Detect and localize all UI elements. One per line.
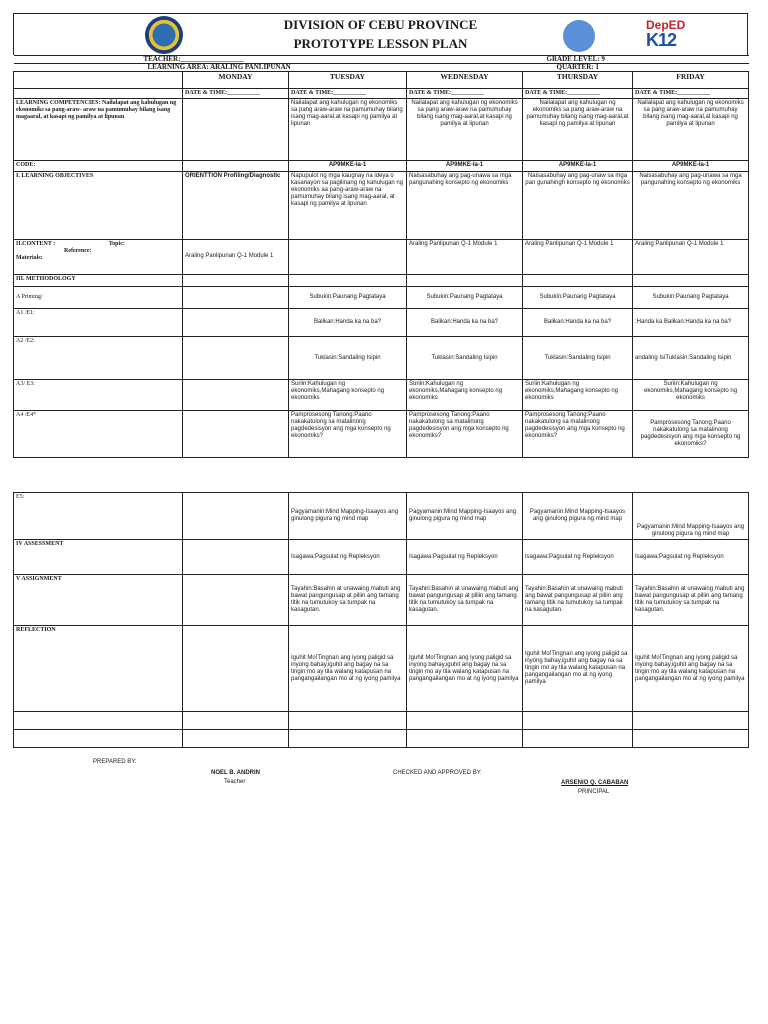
prepared-by-label: PREPARED BY: bbox=[93, 759, 137, 765]
day-header-blank bbox=[14, 72, 183, 89]
day-header-friday: FRIDAY bbox=[633, 72, 749, 89]
principal-role: PRINCIPAL bbox=[578, 789, 610, 795]
principal-name: ARSENIO Q. CABABAN bbox=[561, 780, 629, 786]
teacher-field: TEACHER:__________________ bbox=[14, 56, 407, 64]
a3-cell: Suriin:Kahulugan ng ekonomiks,Mahagang konsepto ng ekonomiks bbox=[633, 380, 749, 411]
a2-label: A2 /E2: bbox=[14, 337, 183, 380]
header bbox=[13, 13, 748, 55]
assignment-label: V ASSIGNMENT bbox=[14, 575, 183, 626]
blank-row bbox=[14, 730, 183, 748]
content-label-text: II.CONTENT : bbox=[16, 241, 56, 247]
content-cell: Araling Panlipunan Q-1 Module 1 bbox=[183, 240, 289, 275]
document-title: PROTOTYPE LESSON PLAN bbox=[293, 36, 468, 51]
assessment-cell bbox=[183, 540, 289, 575]
reflection-cell: Iguhit Mo!Tingnan ang iyong paligid sa inyong bahay,iguhit ang bagay na sa tingin mo ay tila walang katapusan na pangangailangan mo at ng iyong pamilya bbox=[633, 626, 749, 712]
priming-cell: Subukin:Paunang Pagtataya bbox=[633, 287, 749, 309]
assignment-cell: Tayahin:Basahin at unawaing mabuti ang bawat pangungusap at piliin ang tamang titik na tumutukoy sa tumpak na kasagutan. bbox=[289, 575, 407, 626]
grade-level: GRADE LEVEL: 9 bbox=[407, 56, 749, 64]
lesson-plan-table-continued bbox=[13, 492, 749, 748]
code-cell: AP9MKE-Ia-1 bbox=[407, 161, 523, 172]
objectives-cell: Naisasabuhay ang pag-unawa sa mga pangunahing konsepto ng ekonomiks bbox=[633, 172, 749, 240]
e5-cell: Pagyamanin:Mind Mapping-Isaayos ang ginulong pigura ng mind map bbox=[633, 493, 749, 540]
topic-label: Topic: bbox=[108, 241, 125, 247]
competencies-cell bbox=[183, 99, 289, 161]
a3-cell bbox=[183, 380, 289, 411]
a4-cell bbox=[183, 411, 289, 458]
date-time-field: DATE & TIME:___________ bbox=[289, 89, 407, 99]
objectives-cell: ORIENTTION Profiling/Diagnostic bbox=[183, 172, 289, 240]
date-time-field: DATE & TIME:___________ bbox=[407, 89, 523, 99]
a3-label: A3/ E3: bbox=[14, 380, 183, 411]
a2-cell: Tuklasin:Sandaling Isipin bbox=[289, 337, 407, 380]
logo-deped-text: DepED bbox=[646, 18, 686, 32]
content-cell: Araling Panlipunan Q-1 Module 1 bbox=[633, 240, 749, 275]
objectives-cell: Naisasabuhay ang pag-unawa sa mga pangunahing konsepto ng ekonomiks bbox=[407, 172, 523, 240]
assessment-cell: Isagawa:Pagsulat ng Repleksyon bbox=[289, 540, 407, 575]
objectives-label: I. LEARNING OBJECTIVES bbox=[14, 172, 183, 240]
reference-label: Reference: bbox=[64, 248, 92, 254]
competencies-cell: Nailalapat ang kahulugan ng ekonomiks sa pang araw-araw na pamumuhay bilang isang mag-aaral,at kasapi ng pamilya at lipunan bbox=[633, 99, 749, 161]
priming-cell bbox=[183, 287, 289, 309]
a2-cell bbox=[183, 337, 289, 380]
a3-cell: Suriin:Kahulugan ng ekonomiks,Mahagang konsepto ng ekonomiks bbox=[289, 380, 407, 411]
logo-k12-text: K12 bbox=[646, 30, 677, 50]
e5-cell: Pagyamanin:Mind Mapping-Isaayos ang ginulong pigura ng mind map bbox=[289, 493, 407, 540]
assessment-cell: Isagawa:Pagsulat ng Repleksyon bbox=[523, 540, 633, 575]
content-label bbox=[14, 240, 183, 275]
date-time-field: DATE & TIME:___________ bbox=[633, 89, 749, 99]
assessment-cell: Isagawa:Pagsulat ng Repleksyon bbox=[407, 540, 523, 575]
reflection-cell: Iguhit Mo!Tingnan ang iyong paligid sa inyong bahay,iguhit ang bagay na sa tingin mo ay tila walang katapusan na pangangailangan mo at ng iyong pamilya bbox=[407, 626, 523, 712]
e5-cell: Pagyamanin:Mind Mapping-Isaayos ang ginulong pigura ng mind map bbox=[523, 493, 633, 540]
day-header-monday: MONDAY bbox=[183, 72, 289, 89]
learning-area: LEARNING AREA: ARALING PANLIPUNAN bbox=[14, 64, 407, 72]
assignment-cell bbox=[183, 575, 289, 626]
lesson-plan-sheet bbox=[13, 13, 748, 748]
competencies-cell: Nailalapat ang kahulugan ng ekonomiks sa pang araw-araw na pamumuhay bilang isang mag-aaral,at kasapi ng pamilya at lipunan bbox=[289, 99, 407, 161]
division-title: DIVISION OF CEBU PROVINCE bbox=[283, 17, 478, 32]
checked-by-label: CHECKED AND APPROVED BY: bbox=[393, 770, 483, 776]
blue-circle-icon bbox=[563, 20, 595, 52]
a1-cell: :Handa ka Balikan:Handa ka na ba? bbox=[633, 309, 749, 337]
a4-cell: Pamprosesong Tanong:Paano nakakatulong sa matalinong pagdedesisyon ang mga konsepto ng ekonomiks? bbox=[523, 411, 633, 458]
content-cell bbox=[289, 240, 407, 275]
code-cell: AP9MKE-Ia-1 bbox=[523, 161, 633, 172]
code-cell: AP9MKE-Ia-1 bbox=[633, 161, 749, 172]
code-label: CODE: bbox=[14, 161, 183, 172]
objectives-cell: Napupulot ng mga kaugnay na ideya o kasanayon sa pagilinang ng kahulugan ng ekonomiks aa pang-araw-araw na pamumuhay bilang isang mag-aaral, at kasapi ng pamilya at lipunan bbox=[289, 172, 407, 240]
priming-cell: Subukin:Paunang Pagtataya bbox=[407, 287, 523, 309]
reflection-cell: Iguhit Mo!Tingnan ang iyong paligid sa inyong bahay,iguhit ang bagay na sa tingin mo ay tila walang katapusan na pangangailangan mo at ng iyong pamilya bbox=[523, 626, 633, 712]
a1-cell bbox=[183, 309, 289, 337]
code-cell: AP9MKE-Ia-1 bbox=[289, 161, 407, 172]
competencies-cell: Nailalapat ang kahulugan ng ekonomiks sa pang araw-araw na pamumuhay bilang isang mag-aaral,at kasapi ng pamilya at lipunan bbox=[523, 99, 633, 161]
a3-cell: Suriin:Kahulugan ng ekonomiks,Mahagang konsepto ng ekonomiks bbox=[407, 380, 523, 411]
objectives-cell: Naisasabuhay ang pag-unaw sa mga pan gunahingh konsepto ng ekonomiks bbox=[523, 172, 633, 240]
e5-label: E5: bbox=[14, 493, 183, 540]
a4-cell: Pamprosesong Tanong:Paano nakakatulong sa matalinong pagdedesisyon ang mga konsepto ng ekonomiks? bbox=[289, 411, 407, 458]
priming-cell: Subukin:Paunang Pagtataya bbox=[289, 287, 407, 309]
priming-cell: Subukin:Paunang Pagtataya bbox=[523, 287, 633, 309]
date-time-field: DATE & TIME:___________ bbox=[183, 89, 289, 99]
day-header-wednesday: WEDNESDAY bbox=[407, 72, 523, 89]
priming-label: A Priming/ bbox=[14, 287, 183, 309]
quarter: QUARTER: 1 bbox=[407, 64, 749, 72]
materials-label: Materials: bbox=[16, 255, 43, 261]
date-time-field: DATE & TIME:___________ bbox=[523, 89, 633, 99]
e5-cell: Pagyamanin:Mind Mapping-Isaayos ang ginulong pigura ng mind map bbox=[407, 493, 523, 540]
day-header-tuesday: TUESDAY bbox=[289, 72, 407, 89]
deped-k12-logo-icon bbox=[646, 19, 696, 51]
a1-label: A1 /E1: bbox=[14, 309, 183, 337]
assignment-cell: Tayahin:Basahin at unawaing mabuti ang bawat pangungusap at piliin ang tamang titik na tumutukoy sa tumpak na kasagutan. bbox=[523, 575, 633, 626]
date-row-label bbox=[14, 89, 183, 99]
content-cell: Araling Panlipunan Q-1 Module 1 bbox=[523, 240, 633, 275]
reflection-cell bbox=[183, 626, 289, 712]
code-cell bbox=[183, 161, 289, 172]
assessment-label: IV ASSESSMENT bbox=[14, 540, 183, 575]
teacher-role: Teacher bbox=[224, 779, 246, 785]
assessment-cell: Isagawa:Pagsulat ng Repleksyon bbox=[633, 540, 749, 575]
a4-cell: Pamprosesong Tanong:Paano nakakatulong sa matalinong pagdedesisyon ang mga konsepto ng ekonomiks? bbox=[407, 411, 523, 458]
teacher-name: NOEL B. ANDRIN bbox=[211, 770, 261, 776]
a1-cell: Balikan:Handa ka na ba? bbox=[289, 309, 407, 337]
blank-row bbox=[14, 712, 183, 730]
a3-cell: Suriin:Kahulugan ng ekonomiks,Mahagang konsepto ng ekonomiks bbox=[523, 380, 633, 411]
a1-cell: Balikan:Handa ka na ba? bbox=[407, 309, 523, 337]
assignment-cell: Tayahin:Basahin at unawaing mabuti ang bawat pangungusap at piliin ang tamang titik na tumutukoy sa tumpak na kasagutan. bbox=[633, 575, 749, 626]
assignment-cell: Tayahin:Basahin at unawaing mabuti ang bawat pangungusap at piliin ang tamang titik na tumutukoy sa tumpak na kasagutan. bbox=[407, 575, 523, 626]
a1-cell: Balikan:Handa ka na ba? bbox=[523, 309, 633, 337]
content-cell: Araling Panlipunan Q-1 Module 1 bbox=[407, 240, 523, 275]
competencies-cell: Nailalapat ang kahulugan ng ekonomiks sa pang araw-araw na pamumuhay bilang isang mag-aaral,at kasapi ng pamilya at lipunan bbox=[407, 99, 523, 161]
a4-label: A4 /E4* bbox=[14, 411, 183, 458]
reflection-cell: Iguhit Mo!Tingnan ang iyong paligid sa inyong bahay,iguhit ang bagay na sa tingin mo ay tila walang katapusan na pangangailangan mo at ng iyong pamilya bbox=[289, 626, 407, 712]
day-header-thursday: THURSDAY bbox=[523, 72, 633, 89]
a4-cell: Pamprosesong Tanong:Paano nakakatulong sa matalinong pagdedesisyon ang mga konsepto ng ekonomiks? bbox=[633, 411, 749, 458]
a2-cell: Tuklasin:Sandaling Isipin bbox=[407, 337, 523, 380]
methodology-label: III. METHODOLOGY bbox=[14, 275, 183, 287]
lesson-plan-table bbox=[13, 55, 749, 458]
a2-cell: andaling IsiTuklasin:Sandaling Isipin bbox=[633, 337, 749, 380]
reflection-label: REFLECTION bbox=[14, 626, 183, 712]
a2-cell: Tuklasin:Sandaling Isipin bbox=[523, 337, 633, 380]
competencies-label: LEARNING COMPETENCIES: Nailalapat ang kahulugan ng ekonomiks sa pang-araw- araw na pamumuhay bilang isang magaaral, at kasapi ng pamilya at lipunan bbox=[14, 99, 183, 161]
e5-cell bbox=[183, 493, 289, 540]
